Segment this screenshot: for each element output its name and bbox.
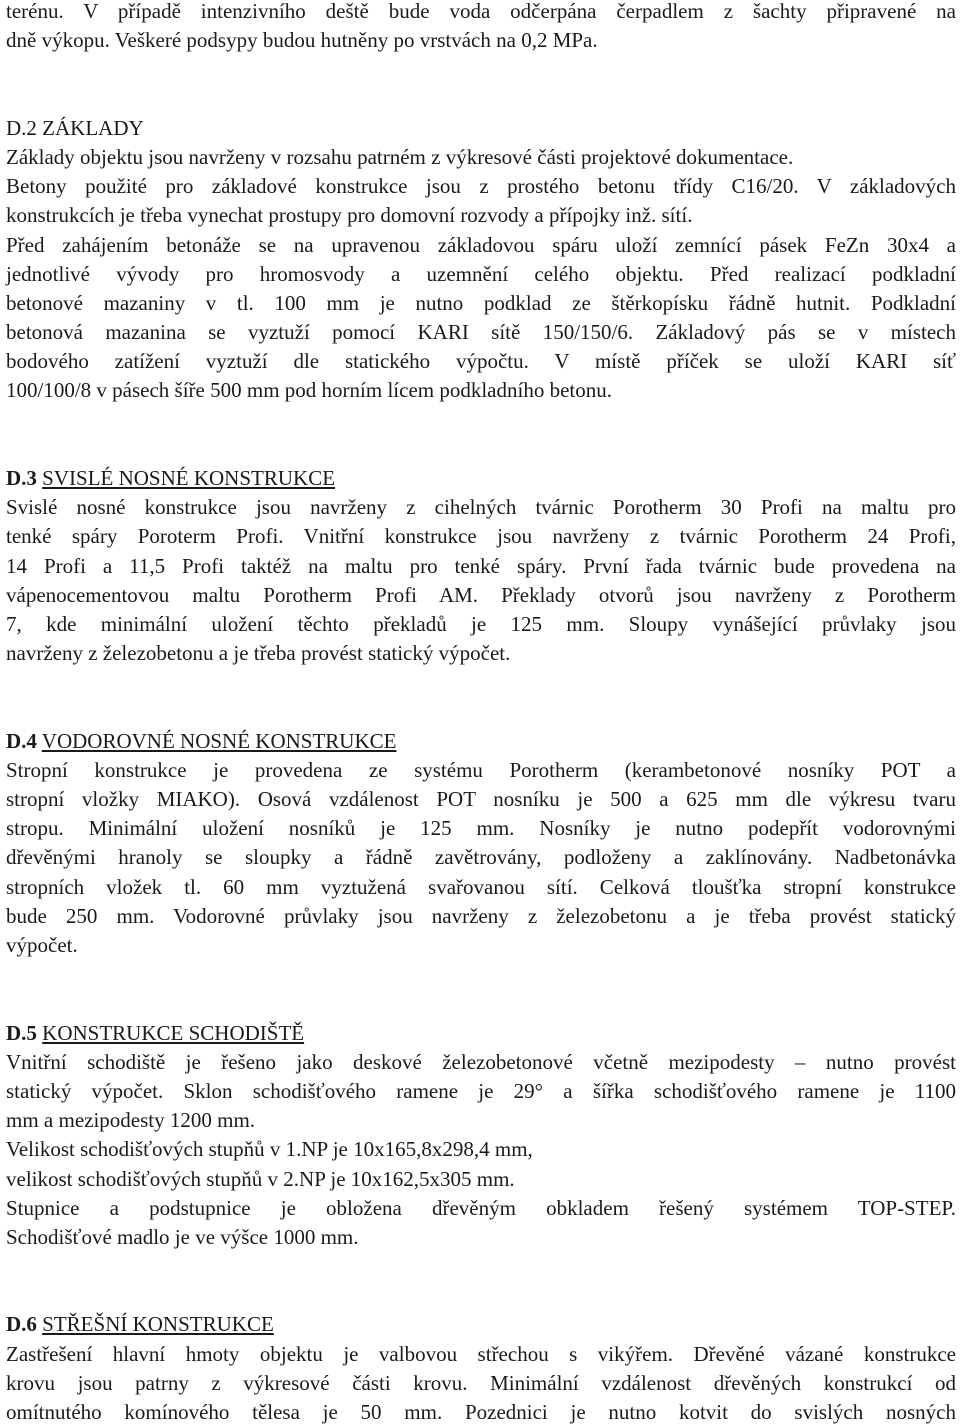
section-number: D.4: [6, 728, 37, 753]
paragraph-line: Betony použité pro základové konstrukce jsou z prostého betonu třídy C16/20. V základových: [6, 174, 956, 199]
section-d6: [6, 1252, 956, 1427]
paragraph-line: bude 250 mm. Vodorovné průvlaky jsou navrženy z železobetonu a je třeba provést statický: [6, 903, 956, 928]
paragraph-line: dřevěnými hranoly se sloupky a řádně zavětrovány, podloženy a zaklínovány. Nadbetonávka: [6, 845, 956, 870]
paragraph-line: konstrukcích je třeba vynechat prostupy pro domovní rozvody a přípojky inž. sítí.: [6, 203, 693, 228]
paragraph-line: krovu jsou patrny z výkresové části krovu. Minimální vzdálenost dřevěných konstrukcí od: [6, 1370, 956, 1395]
section-heading: [6, 1310, 956, 1339]
paragraph-line: bodového zatížení vyztuží dle statického výpočtu. V místě příček se uloží KARI síť: [6, 349, 956, 374]
document-page: [6, 0, 956, 1427]
paragraph-line: Před zahájením betonáže se na upravenou základovou spáru uloží zemnící pásek FeZn 30x4 a: [6, 232, 956, 257]
blank-line: [6, 960, 956, 989]
section-number: D.3: [6, 466, 37, 490]
blank-line: [6, 698, 956, 727]
paragraph-line: stropních vložek tl. 60 mm vyztužená svařovanou sítí. Celková tloušťka stropní konstrukce: [6, 874, 956, 899]
paragraph-line: Zastřešení hlavní hmoty objektu je valbovou střechou s vikýřem. Dřevěné vázané konstrukce: [6, 1341, 956, 1366]
paragraph-line: betonové mazaniny v tl. 100 mm je nutno podklad ze štěrkopísku řádně hutnit. Podkladní: [6, 290, 956, 315]
section-heading: [6, 1019, 956, 1048]
paragraph-line: omítnutého komínového tělesa je 50 mm. Pozednici je nutno kotvit do svislých nosných: [6, 1400, 956, 1424]
section-intro: [6, 0, 956, 55]
paragraph-line: 7, kde minimální uložení těchto překladů je 125 mm. Sloupy vynášející průvlaky jsou: [6, 611, 956, 636]
section-title: STŘEŠNÍ KONSTRUKCE: [42, 1312, 274, 1337]
paragraph-line: statický výpočet. Sklon schodišťového ramene je 29° a šířka schodišťového ramene je 1100: [6, 1078, 956, 1103]
paragraph-line: navrženy z železobetonu a je třeba provést statický výpočet.: [6, 641, 511, 666]
paragraph-line: dně výkopu. Veškeré podsypy budou hutněny po vrstvách na 0,2 MPa.: [6, 28, 598, 53]
blank-line: [6, 1281, 956, 1310]
blank-line: [6, 1252, 956, 1281]
paragraph-line: Svislé nosné konstrukce jsou navrženy z cihelných tvárnic Porotherm 30 Profi na maltu pro: [6, 495, 956, 520]
paragraph-line: terénu. V případě intenzivního deště bude voda odčerpána čerpadlem z šachty připravené na: [6, 0, 956, 23]
paragraph-line: Velikost schodišťových stupňů v 1.NP je 10x165,8x298,4 mm,: [6, 1137, 533, 1162]
section-d5: [6, 960, 956, 1252]
paragraph-line: Základy objektu jsou navrženy v rozsahu patrném z výkresové části projektové dokumentace.: [6, 144, 794, 169]
section-d2: [6, 55, 956, 405]
blank-line: [6, 85, 956, 114]
section-number: D.2: [6, 115, 37, 140]
paragraph-line: 14 Profi a 11,5 Profi taktéž na maltu pro tenké spáry. První řada tvárnic bude provedena na: [6, 553, 956, 578]
paragraph-line: Vnitřní schodiště je řešeno jako deskové železobetonové včetně mezipodesty – nutno provést: [6, 1049, 956, 1074]
paragraph-line: stropu. Minimální uložení nosníků je 125 mm. Nosníky je nutno podepřít vodorovnými: [6, 816, 956, 841]
paragraph-line: tenké spáry Poroterm Profi. Vnitřní konstrukce jsou navrženy z tvárnic Porotherm 24 Profi,: [6, 524, 956, 549]
paragraph-line: velikost schodišťových stupňů v 2.NP je 10x162,5x305 mm.: [6, 1166, 515, 1191]
section-d3: [6, 406, 956, 669]
paragraph-line: betonová mazanina se vyztuží pomocí KARI sítě 150/150/6. Základový pás se v místech: [6, 320, 956, 345]
section-number: D.5: [6, 1020, 37, 1045]
paragraph-line: Schodišťové madlo je ve výšce 1000 mm.: [6, 1224, 359, 1249]
blank-line: [6, 989, 956, 1018]
section-title: ZÁKLADY: [42, 115, 144, 140]
paragraph-line: Stropní konstrukce je provedena ze systému Porotherm (kerambetonové nosníky POT a: [6, 757, 956, 782]
paragraph-line: Stupnice a podstupnice je obložena dřevěným obkladem řešený systémem TOP-STEP.: [6, 1195, 956, 1220]
section-heading: [6, 114, 956, 143]
paragraph-line: jednotlivé vývody pro hromosvody a uzemnění celého objektu. Před realizací podkladní: [6, 261, 956, 286]
section-d4: [6, 668, 956, 960]
paragraph-line: vápenocementovou maltu Porotherm Profi AM. Překlady otvorů jsou navrženy z Porotherm: [6, 582, 956, 607]
blank-line: [6, 406, 956, 435]
blank-line: [6, 435, 956, 464]
paragraph-line: stropní vložky MIAKO). Osová vzdálenost POT nosníku je 500 a 625 mm dle výkresu tvaru: [6, 787, 956, 812]
section-heading: [6, 727, 956, 756]
section-title: SVISLÉ NOSNÉ KONSTRUKCE: [42, 466, 336, 490]
section-title: VODOROVNÉ NOSNÉ KONSTRUKCE: [41, 728, 397, 753]
paragraph-line: výpočet.: [6, 933, 78, 957]
paragraph-line: mm a mezipodesty 1200 mm.: [6, 1108, 256, 1133]
blank-line: [6, 55, 956, 84]
paragraph-line: 100/100/8 v pásech šíře 500 mm pod horním lícem podkladního betonu.: [6, 378, 612, 403]
section-title: KONSTRUKCE SCHODIŠTĚ: [42, 1020, 305, 1045]
section-number: D.6: [6, 1312, 37, 1337]
section-heading: [6, 464, 956, 493]
blank-line: [6, 668, 956, 697]
